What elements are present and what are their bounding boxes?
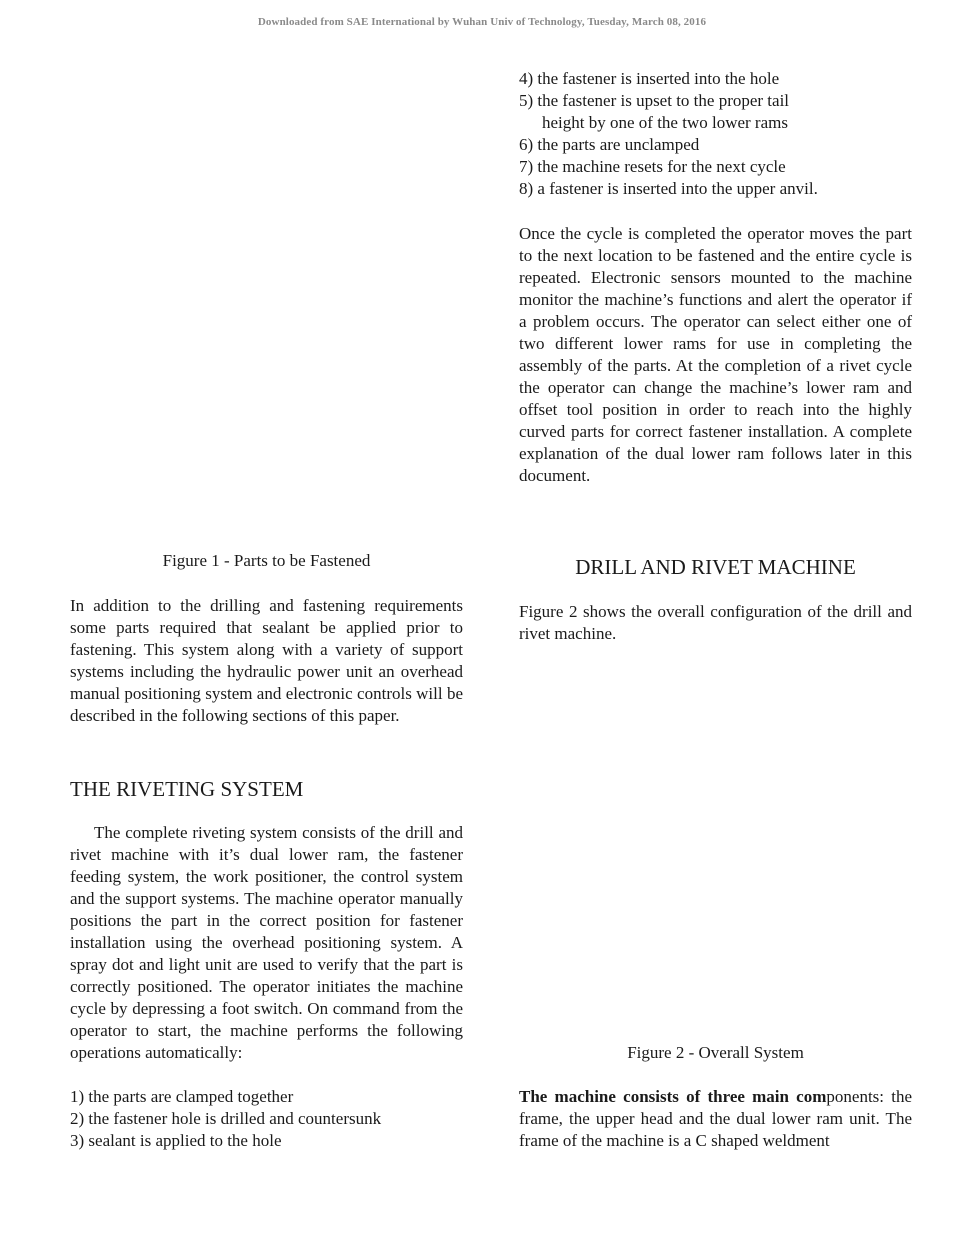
figure-2-caption: Figure 2 - Overall System [627,1043,804,1062]
steps-list-continued [519,68,912,200]
components-bold-run: The machine consists of three main com [519,1087,827,1106]
step-1: 1) the parts are clamped together [70,1087,294,1106]
step-8: 8) a fastener is inserted into the upper anvil. [519,179,818,198]
step-4: 4) the fastener is inserted into the hole [519,69,780,88]
step-2: 2) the fastener hole is drilled and countersunk [70,1109,382,1128]
cycle-paragraph: Once the cycle is completed the operator moves the part to the next location to be fastened and the entire cycle is repeated. Electronic sensors mounted to the machine monitor the machine’s functions and alert the operator if a problem occurs. The operator can select either one of two different lower rams for use in completing the assembly of the parts. At the completion of a rivet cycle the operator can change the machine’s lower ram and offset tool position in order to reach into the highly curved parts for correct fastener installation. A complete explanation of the dual lower ram follows later in this document. [519,224,912,485]
figure-2-intro: Figure 2 shows the overall configuration of the drill and rivet machine. [519,602,912,643]
section-title-drill-rivet-machine: DRILL AND RIVET MACHINE [575,555,856,579]
step-3: 3) sealant is applied to the hole [70,1131,282,1150]
download-watermark: Downloaded from SAE International by Wuhan Univ of Technology, Tuesday, March 08, 2016 [257,16,707,28]
figure-1-caption: Figure 1 - Parts to be Fastened [162,551,371,570]
step-5: 5) the fastener is upset to the proper tail [519,91,790,110]
riveting-paragraph: The complete riveting system consists of the drill and rivet machine with it’s dual lower ram, the fastener feeding system, the work positioner, the control system and the support systems. The machine operator manually positions the part in the correct position for fastener installation using the overhead positioning system. A spray dot and light unit are used to verify that the part is correctly positioned. The operator initiates the machine cycle by depressing a foot switch. On command from the operator to start, the machine performs the following operations automatically: [70,823,463,1062]
sealant-paragraph: In addition to the drilling and fastening requirements some parts required that sealant be applied prior to fastening. This system along with a variety of support systems including the hydraulic power unit an overhead manual positioning system and electronic controls will be described in the following sections of this paper. [70,596,463,725]
steps-list [70,1086,463,1152]
step-7: 7) the machine resets for the next cycle [519,157,786,176]
components-paragraph [519,1086,912,1152]
step-5-continuation: height by one of the two lower rams [542,113,788,132]
section-title-riveting-system: THE RIVETING SYSTEM [70,777,304,801]
components-text: ponents: the frame, the upper head and the dual lower ram unit. The frame of the machine is a C shaped weldment [519,1087,912,1150]
step-6: 6) the parts are unclamped [519,135,700,154]
